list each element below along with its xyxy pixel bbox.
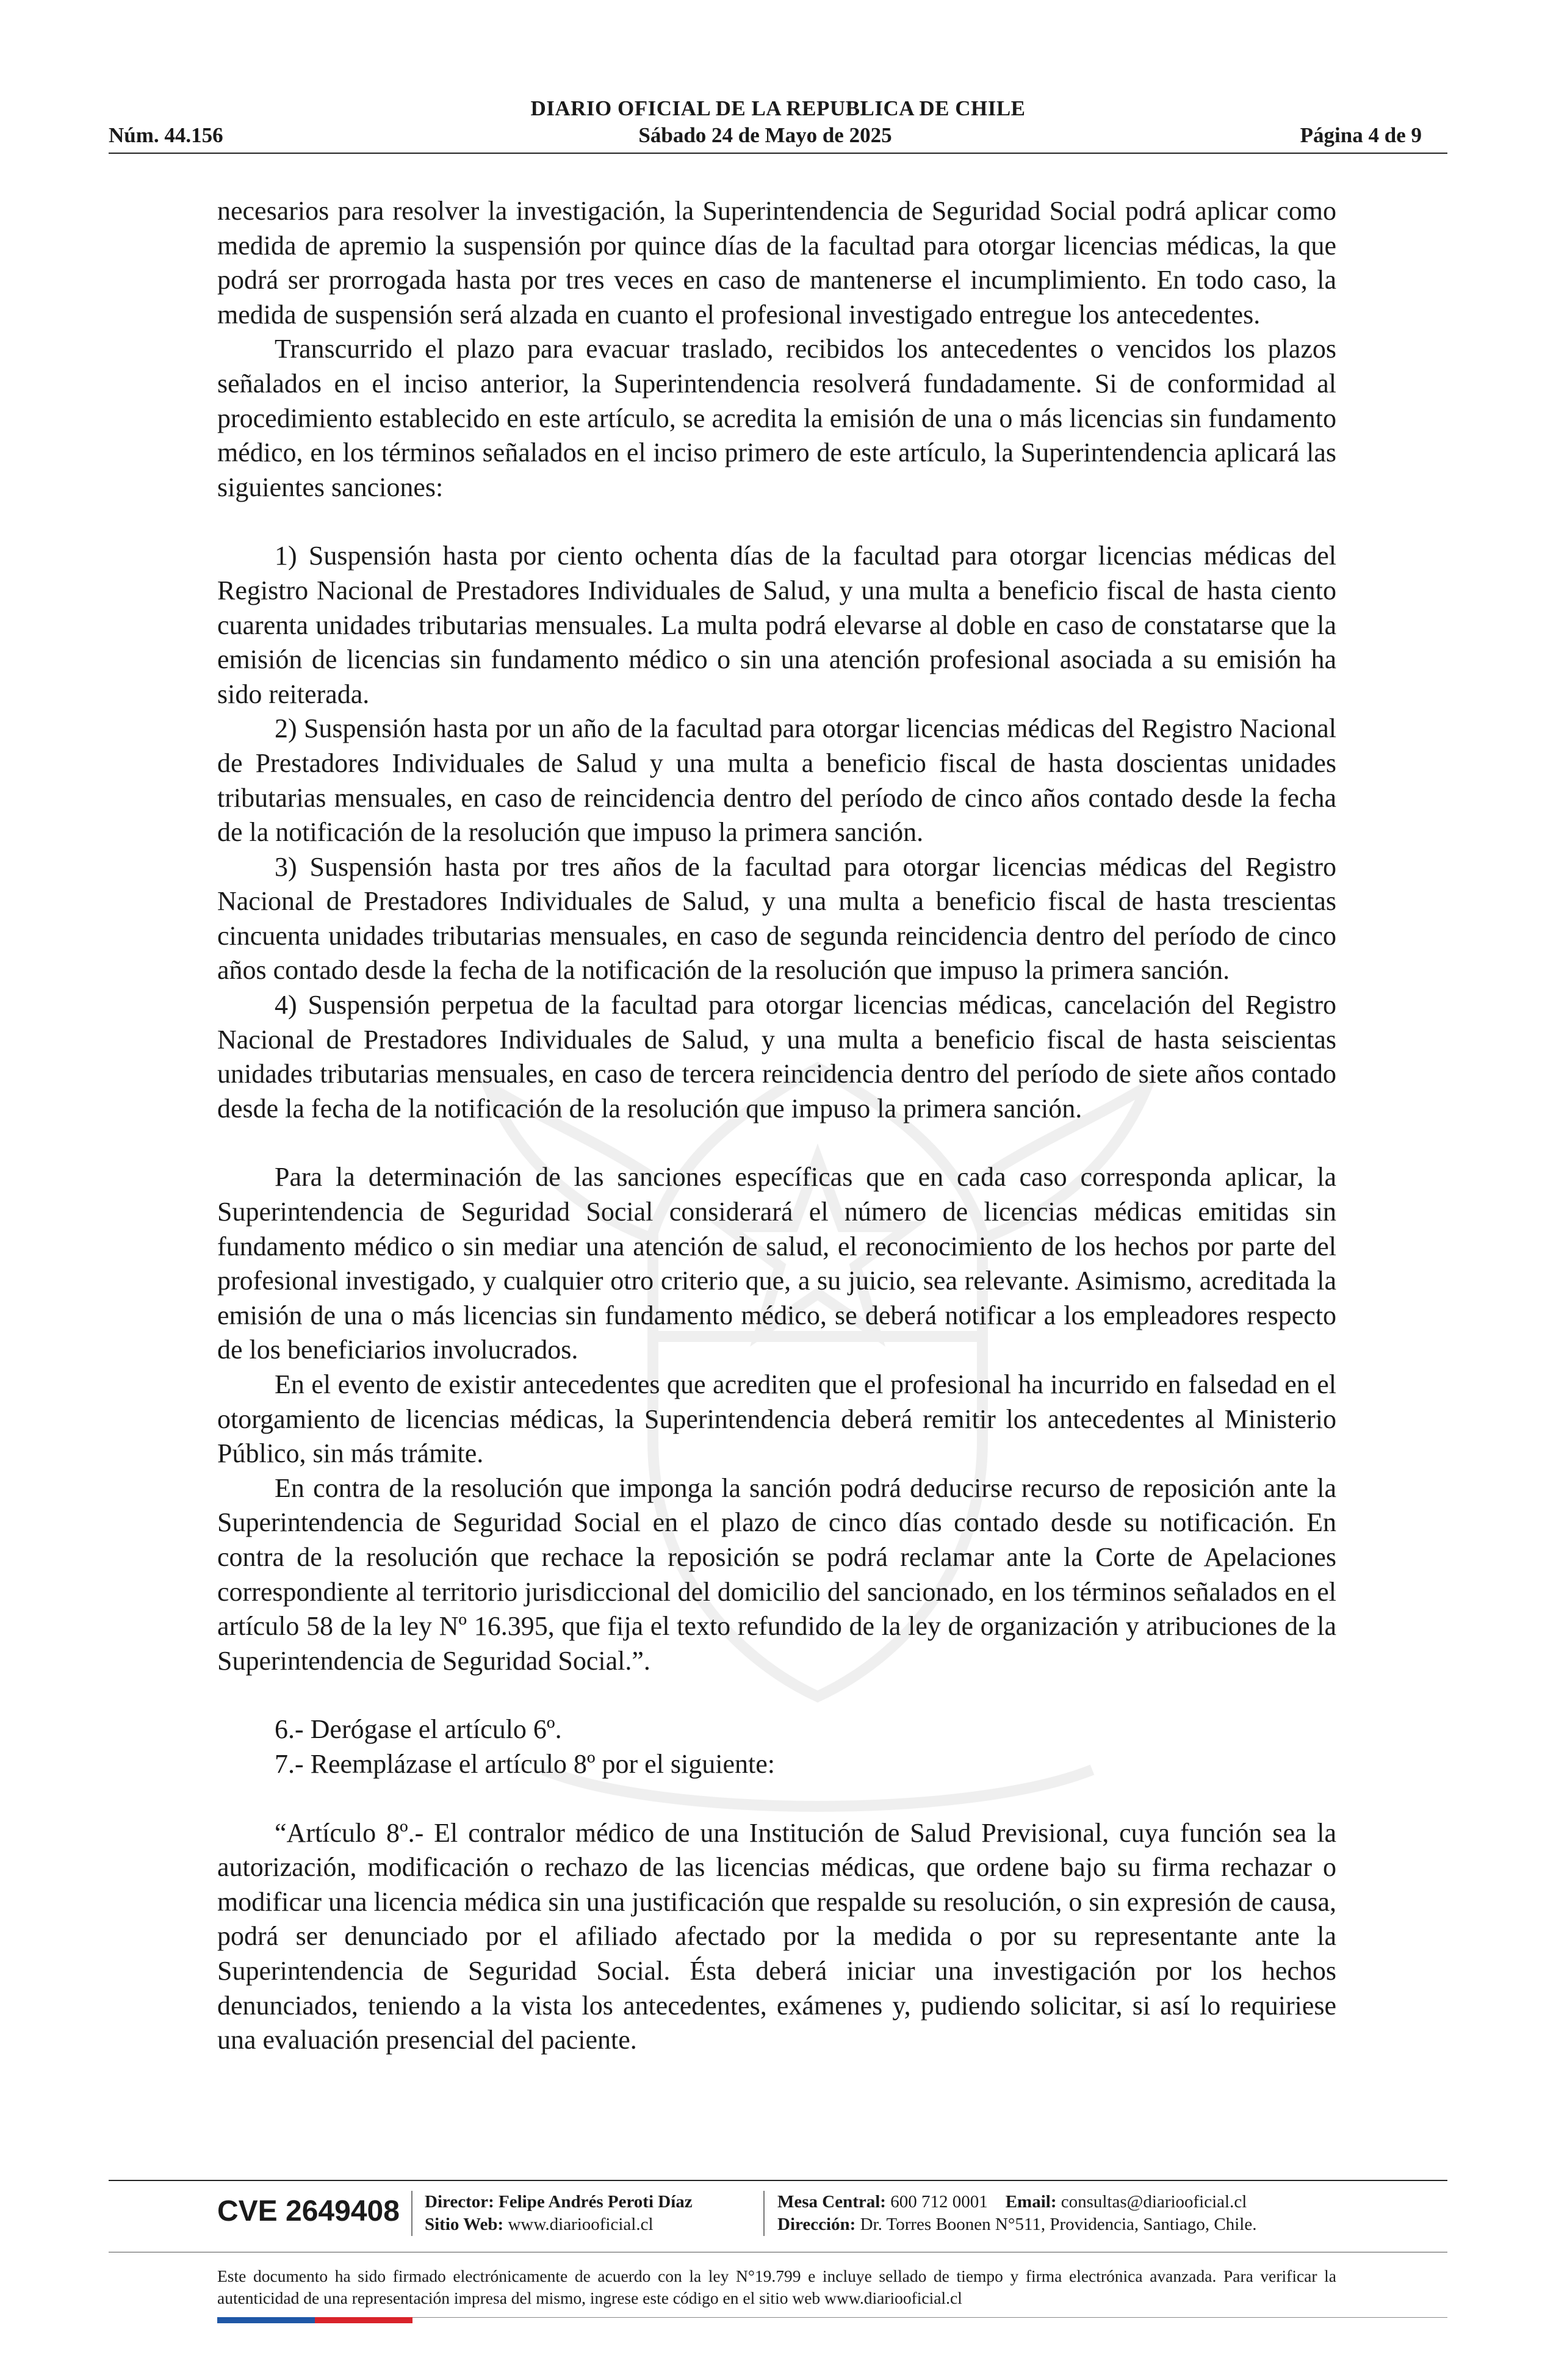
footer-bottom-rule: [412, 2317, 1447, 2318]
spacer: [217, 1126, 1336, 1160]
page-number: Página 4 de 9: [1300, 123, 1422, 147]
paragraph: Para la determinación de las sanciones específicas que en cada caso corresponda aplicar, la Superintendencia de Seguridad Social considerará el número de licencias médicas emitidas sin fundamento médico o sin mediar una atención de salud, el reconocimiento de los hechos por parte del profesional investigado, y cualquier otro criterio que, a su juicio, sea relevante. Asimismo, acreditada la emisión de una o más licencias sin fundamento médico, se deberá notificar a los empleadores respecto de los beneficiarios involucrados.: [217, 1162, 1336, 1365]
director-label: Director:: [425, 2192, 494, 2212]
spacer: [217, 505, 1336, 539]
cve-code: CVE 2649408: [217, 2195, 400, 2227]
spacer: [217, 1678, 1336, 1712]
footer-info: [217, 2191, 1336, 2246]
paragraph: En el evento de existir antecedentes que acrediten que el profesional ha incurrido en falsedad en el otorgamiento de licencias médicas, la Superintendencia deberá remitir los antecedentes al Ministerio Público, sin más trámite.: [217, 1369, 1336, 1469]
header-row: [109, 123, 1422, 148]
sanction-item-2: 2) Suspensión hasta por un año de la facultad para otorgar licencias médicas del Registro Nacional de Prestadores Individuales de Salud y una multa a beneficio fiscal de hasta doscientas unidades tributarias mensuales, en caso de reincidencia dentro del período de cinco años contado desde la fecha de la notificación de la resolución que impuso la primera sanción.: [217, 713, 1336, 848]
sanction-item-1: 1) Suspensión hasta por ciento ochenta días de la facultad para otorgar licencias médicas del Registro Nacional de Prestadores Individuales de Salud, y una multa a beneficio fiscal de hasta ciento cuarenta unidades tributarias mensuales. La multa podrá elevarse al doble en caso de constatarse que la emisión de licencias sin fundamento médico o sin una atención profesional asociada a su emisión ha sido reiterada.: [217, 541, 1336, 709]
amendment-item-7: 7.- Reemplázase el artículo 8º por el siguiente:: [275, 1748, 776, 1779]
header-rule: [109, 153, 1447, 154]
sanction-item-4: 4) Suspensión perpetua de la facultad para otorgar licencias médicas, cancelación del Registro Nacional de Prestadores Individuales de Salud, y una multa a beneficio fiscal de hasta seiscientas unidades tributarias mensuales, en caso de tercera reincidencia dentro del período de siete años contado desde la fecha de la notificación de la resolución que impuso la primera sanción.: [217, 990, 1336, 1123]
footer-divider: [411, 2191, 412, 2236]
phone-number: 600 712 0001: [890, 2192, 988, 2212]
publication-title: DIARIO OFICIAL DE LA REPUBLICA DE CHILE: [530, 96, 1026, 120]
paragraph: Transcurrido el plazo para evacuar traslado, recibidos los antecedentes o vencidos los plazos señalados en el inciso anterior, la Superintendencia resolverá fundadamente. Si de conformidad al procedimiento establecido en este artículo, se acredita la emisión de una o más licencias sin fundamento médico, en los términos señalados en el inciso primero de este artículo, la Superintendencia aplicará las siguientes sanciones:: [217, 334, 1336, 502]
email-label: Email:: [1005, 2192, 1057, 2212]
sanction-item-3: 3) Suspensión hasta por tres años de la facultad para otorgar licencias médicas del Registro Nacional de Prestadores Individuales de Salud, y una multa a beneficio fiscal de hasta trescientas cincuenta unidades tributarias mensuales, en caso de segunda reincidencia dentro del período de cinco años contado desde la fecha de la notificación de la resolución que impuso la primera sanción.: [217, 851, 1336, 986]
amendment-item-6: 6.- Derógase el artículo 6º.: [275, 1714, 562, 1745]
footer-contact-block: [777, 2191, 1256, 2236]
article-8-text: “Artículo 8º.- El contralor médico de una Institución de Salud Previsional, cuya función sea la autorización, modificación o rechazo de las licencias médicas, que ordene bajo su firma rechazar o modificar una licencia médica sin una justificación que respalde su resolución, o sin expresión de causa, podrá ser denunciado por el afiliado afectado por la medida o por su representante ante la Superintendencia de Seguridad Social. Ésta deberá iniciar una investigación por los hechos denunciados, teniendo a la vista los antecedentes, exámenes y, pudiendo solicitar, si así lo requiriese una evaluación presencial del paciente.: [217, 1817, 1336, 2055]
paragraph: necesarios para resolver la investigación, la Superintendencia de Seguridad Social podrá aplicar como medida de apremio la suspensión por quince días de la facultad para otorgar licencias médicas, la que podrá ser prorrogada hasta por tres veces en caso de mantenerse el incumplimiento. En todo caso, la medida de suspensión será alzada en cuanto el profesional investigado entregue los antecedentes.: [217, 196, 1336, 330]
email-link[interactable]: consultas@diariooficial.cl: [1061, 2192, 1247, 2212]
flag-stripe-red: [315, 2317, 412, 2323]
issue-number: Núm. 44.156: [109, 123, 223, 147]
flag-stripe-blue: [217, 2317, 315, 2323]
electronic-signature-notice: Este documento ha sido firmado electrónicamente de acuerdo con la ley N°19.799 e incluye sellado de tiempo y firma electrónica avanzada. Para verificar la autenticidad de una representación impresa del mismo, ingrese este código en el sitio web www.diariooficial.cl: [217, 2266, 1336, 2307]
phone-label: Mesa Central:: [777, 2192, 886, 2212]
director-name: Felipe Andrés Peroti Díaz: [499, 2192, 693, 2212]
flag-stripe: [217, 2317, 412, 2323]
document-body: [217, 194, 1336, 2058]
spacer: [217, 1782, 1336, 1816]
footer-top-rule: [109, 2180, 1447, 2181]
footer-director-block: [425, 2191, 693, 2236]
footer-divider: [763, 2191, 765, 2236]
publication-date: Sábado 24 de Mayo de 2025: [638, 123, 892, 147]
paragraph: En contra de la resolución que imponga la sanción podrá deducirse recurso de reposición ante la Superintendencia de Seguridad Social en el plazo de cinco días contado desde su notificación. En contra de la resolución que rechace la reposición se podrá reclamar ante la Corte de Apelaciones correspondiente al territorio jurisdiccional del domicilio del sancionado, en los términos señalados en el artículo 58 de la ley Nº 16.395, que fija el texto refundido de la ley de organización y atribuciones de la Superintendencia de Seguridad Social.”.: [217, 1473, 1336, 1676]
address-label: Dirección:: [777, 2215, 856, 2234]
website-label: Sitio Web:: [425, 2215, 504, 2234]
address-text: Dr. Torres Boonen N°511, Providencia, Santiago, Chile.: [860, 2215, 1257, 2234]
website-link[interactable]: www.diariooficial.cl: [508, 2215, 654, 2234]
